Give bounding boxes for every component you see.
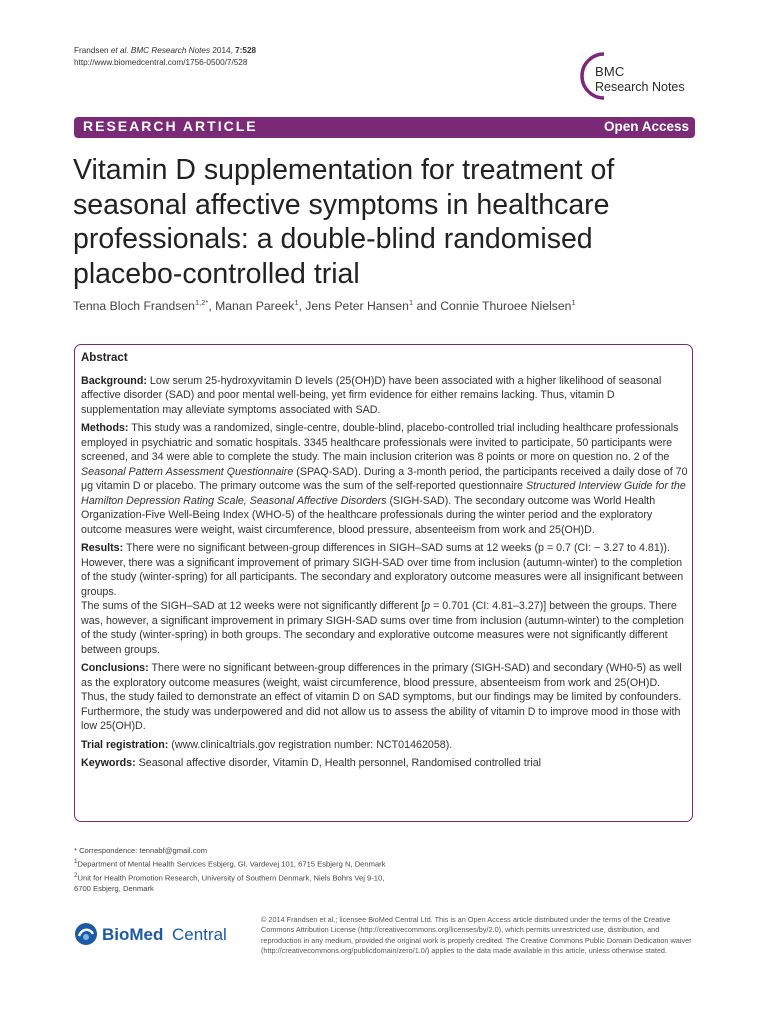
logo-text-bmc: BMC [595,64,625,79]
abstract-keywords [81,756,689,771]
article-type-banner [74,117,695,138]
section-label: Background: [81,374,147,387]
license-statement: © 2014 Frandsen et al.; licensee BioMed Central Ltd. This is an Open Access article distributed under the terms of the Creative Commons Attribution License (http://creativecommons.org/licenses/by/2.0), which permits unrestricted use, distribution, and reproduction in any medium, provided the original work is properly credited. The Creative Commons Public Domain Dedication waiver (http://creativecommons.org/publicdomain/zero/1.0/) applies to the data made available in this article, unless otherwise stated. [261,915,692,956]
section-text: (SIGH-SAD). The secondary outcome was World Health Organization-Five Well-Being Index (WHO-5) of the healthcare professionals during the winter period and the exploratory outcome measures were weight, waist circumference, blood pressure, absenteeism from work and 25(OH)D. [81,494,656,536]
article-title: Vitamin D supplementation for treatment of seasonal affective symptoms in healthcare professionals: a double-blind randomised placebo-controlled trial [73,154,615,290]
affiliation-text: Unit for Health Promotion Research, University of Southern Denmark, Niels Bohrs Vej 9-10, 6700 Esbjerg, Denmark [74,873,385,894]
section-text: The sums of the SIGH–SAD at 12 weeks were not significantly different [ [81,600,425,612]
abstract-results-2 [81,599,689,657]
section-text: = 0.701 (CI: 4.81–3.27)] between the groups. There was, however, a significant improvement in primary SIGH-SAD sums over time from inclusion (autumn-winter) to the completion of the study (winter-spring) in both groups. The secondary and explorative outcome measures were not significantly different between groups. [81,600,684,656]
affiliation-sup: 1 [74,858,78,865]
p-value-symbol: p [424,600,431,612]
biomed-logo-icon [74,922,98,946]
abstract-background [81,374,689,418]
abstract [81,348,689,775]
citation-authors: Frandsen [74,46,109,55]
article-type-label: RESEARCH ARTICLE [83,118,258,134]
section-text: There were no significant between-group differences in SIGH–SAD sums at 12 weeks (p = 0.7 (CI: − 3.27 to 4.81)). However, there was a significant improvement of primary SIGH-SAD over time from inclusion (autumn-winter) to the completion of the study (winter-spring) for all participants. The secondary and exploratory outcome measures were all insignificant between groups. [81,542,684,598]
author-affiliation-sup: 1 [571,298,576,307]
section-label: Trial registration: [81,738,169,751]
logo-text-journal: Research Notes [595,80,685,94]
questionnaire-name: Seasonal Pattern Assessment Questionnaire [81,465,294,478]
bmc-research-notes-logo [578,50,708,102]
questionnaire-name: Structured Interview Guide for the Hamilton Depression Rating Scale, Seasonal Affective Disorders [81,480,686,507]
section-text: There were no significant between-group differences in the primary (SIGH-SAD) and secondary (WH0-5) as well as the exploratory outcome measures (weight, waist circumference, blood pressure, absenteeism from work and 25(OH)D. Thus, the study failed to demonstrate an effect of vitamin D on SAD symptoms, but our findings may be limited by confounders. Furthermore, the study was underpowered and did not allow us to assess the ability of vitamin D to improve mood in those with low 25(OH)D. [81,662,682,732]
section-label: Conclusions: [81,662,149,674]
abstract-conclusions [81,661,689,734]
abstract-results [81,541,689,599]
author-name: , Manan Pareek [208,299,295,314]
affiliation-2 [74,870,394,895]
citation-volume: 7:528 [235,46,257,55]
section-text: Seasonal affective disorder, Vitamin D, Health personnel, Randomised controlled trial [138,757,542,769]
author-affiliation-sup: 1 [408,298,414,307]
author-list [73,298,576,313]
footnotes [74,845,394,894]
citation-journal: et al. BMC Research Notes [110,46,211,55]
citation-header [74,45,256,68]
biomed-central-logo [74,922,234,950]
open-access-label: Open Access [603,119,689,134]
section-label: Results: [81,542,124,554]
abstract-heading: Abstract [81,352,128,364]
author-affiliation-sup: 1,2* [194,298,209,307]
biomed-name-bold: BioMed [102,925,164,944]
citation-year: 2014, [212,46,233,55]
section-label: Methods: [81,422,129,434]
section-text: This study was a randomized, single-centre, double-blind, placebo-controlled trial including healthcare professionals employed in psychiatric and somatic hospitals. 3345 healthcare professionals were invited to participate, 50 participants were screened, and 34 were able to complete the study. The main inclusion criterion was 8 points or more on question no. 2 of the [81,422,679,463]
affiliation-sup: 2 [74,871,78,879]
affiliation-text: Department of Mental Health Services Esbjerg, Gl. Vardevej 101, 6715 Esbjerg N, Denmark [77,859,386,869]
section-text: (SPAQ-SAD). During a 3-month period, the participants received a daily dose of 70 μg vitamin D or placebo. The primary outcome was the sum of the self-reported questionnaire [81,465,688,492]
author-name: Tenna Bloch Frandsen [73,299,195,314]
biomed-name-regular: Central [172,925,227,944]
abstract-trial-registration [81,738,689,753]
author-name: , Jens Peter Hansen [298,299,409,314]
citation-line [74,45,256,57]
article-url[interactable]: http://www.biomedcentral.com/1756-0500/7/528 [74,57,248,67]
author-affiliation-sup: 1 [294,298,299,307]
abstract-methods [81,421,689,537]
correspondence-note: * Correspondence: tennabf@gmail.com [74,846,208,855]
section-label: Keywords: [81,757,136,769]
affiliation-1 [74,856,394,870]
section-text: (www.clinicaltrials.gov registration number: NCT01462058). [171,738,453,751]
author-name: and Connie Thuroee Nielsen [413,299,572,314]
section-text: Low serum 25-hydroxyvitamin D levels (25(OH)D) have been associated with a higher likelihood of seasonal affective disorder (SAD) and poor mental well-being, yet firm evidence for either remains lacking. Thus, vitamin D supplementation may alleviate symptoms associated with SAD. [81,374,662,416]
